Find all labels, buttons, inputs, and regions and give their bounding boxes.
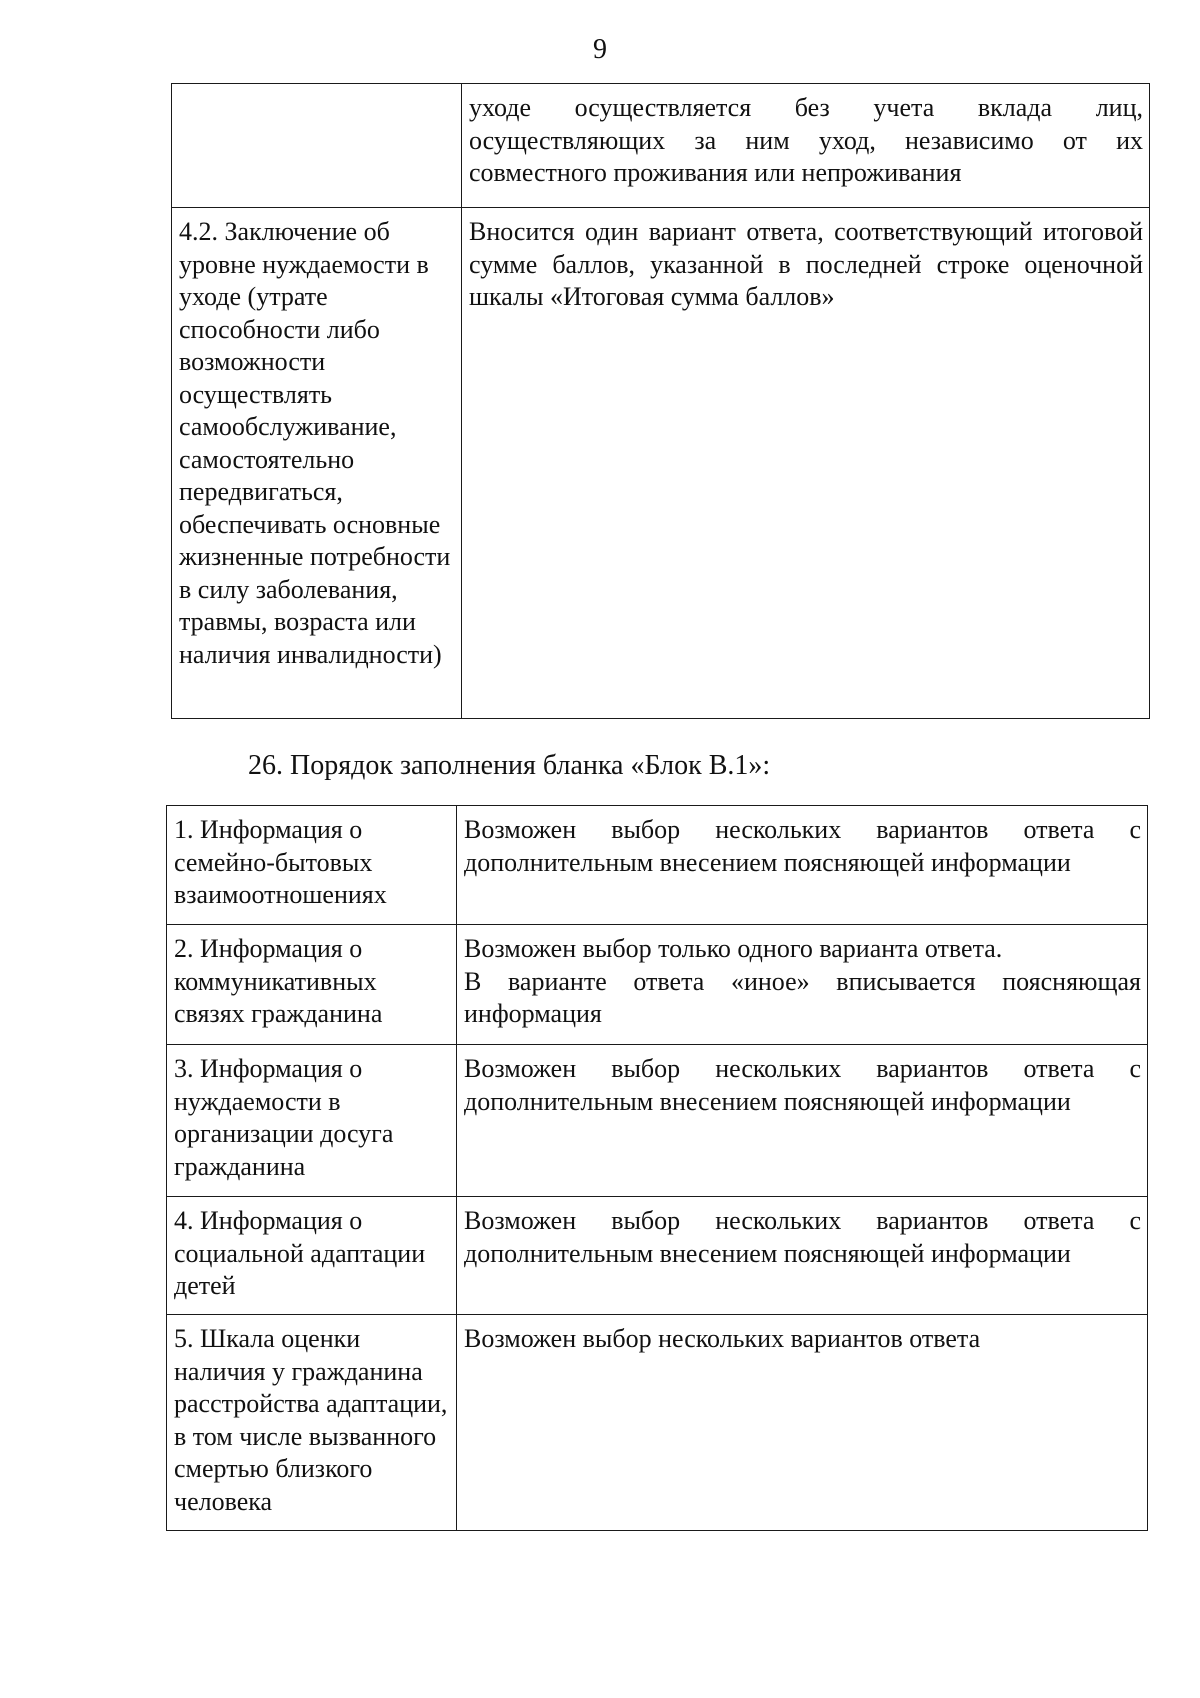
table-row: [172, 84, 1150, 208]
table-row: [167, 925, 1148, 1045]
table-row: [167, 806, 1148, 925]
table-row: [167, 1045, 1148, 1197]
table-cell-left: 3. Информация о нуждаемости в организации досуга гражданина: [167, 1045, 457, 1197]
cell-text: Возможен выбор нескольких вариантов ответа: [464, 1324, 981, 1353]
table-cell-left: 1. Информация о семейно-бытовых взаимоотношениях: [167, 806, 457, 925]
cell-text: Возможен выбор только одного варианта ответа.: [464, 934, 1003, 963]
table-row: [167, 1197, 1148, 1315]
cell-text: Возможен выбор нескольких вариантов ответа с дополнительным внесением поясняющей информации: [464, 815, 1141, 877]
cell-text: Возможен выбор нескольких вариантов ответа с дополнительным внесением поясняющей информации: [464, 1054, 1141, 1116]
table-cell-right: Вносится один вариант ответа, соответствующий итоговой сумме баллов, указанной в последней строке оценочной шкалы «Итоговая сумма баллов»: [462, 208, 1150, 719]
table-cell-right: [457, 1315, 1148, 1531]
table-row: [167, 1315, 1148, 1531]
table-cell-left: 4.2. Заключение об уровне нуждаемости в уходе (утрате способности либо возможности осуществлять самообслуживание, самостоятельно передвигаться, обеспечивать основные жизненные потребности в силу заболевания, травмы, возраста или наличия инвалидности): [172, 208, 462, 719]
page-number: 9: [593, 34, 607, 65]
table-cell-right: уходе осуществляется без учета вклада лиц, осуществляющих за ним уход, независимо от их совместного проживания или непроживания: [462, 84, 1150, 208]
table-cell-right: [457, 925, 1148, 1045]
table-cell-right: [457, 1197, 1148, 1315]
table-cell-left: [172, 84, 462, 208]
table-cell-left: 5. Шкала оценки наличия у гражданина расстройства адаптации, в том числе вызванного смертью близкого человека: [167, 1315, 457, 1531]
cell-text: В варианте ответа «иное» вписывается поясняющая информация: [464, 966, 1141, 1028]
table-cell-left: 2. Информация о коммуникативных связях гражданина: [167, 925, 457, 1045]
table-cell-right: [457, 1045, 1148, 1197]
continued-table: [171, 83, 1150, 719]
cell-text: Возможен выбор нескольких вариантов ответа с дополнительным внесением поясняющей информации: [464, 1206, 1141, 1268]
table-cell-left: 4. Информация о социальной адаптации детей: [167, 1197, 457, 1315]
block-v1-table: [166, 805, 1148, 1531]
table-cell-right: [457, 806, 1148, 925]
section-heading: 26. Порядок заполнения бланка «Блок В.1»:: [248, 750, 771, 781]
table-row: [172, 208, 1150, 719]
